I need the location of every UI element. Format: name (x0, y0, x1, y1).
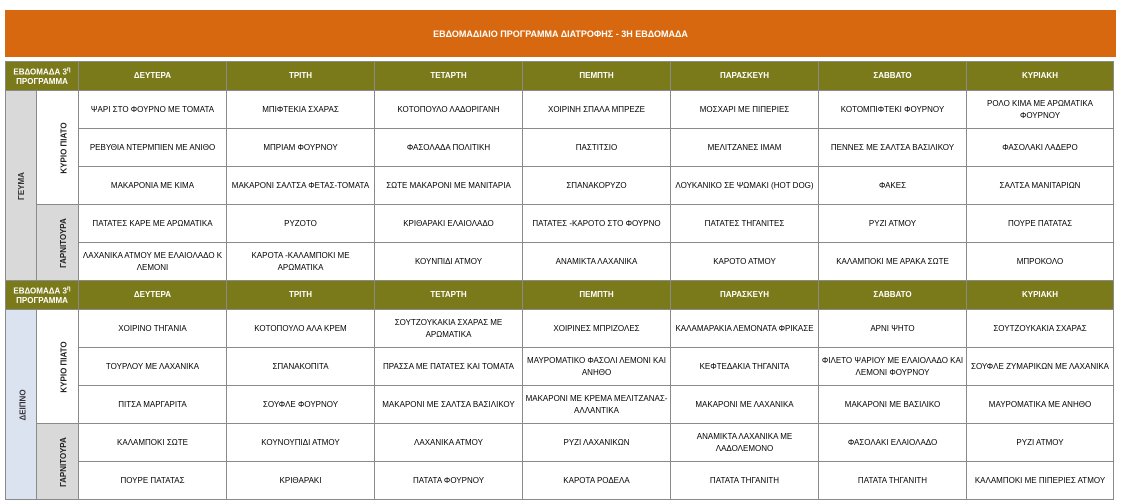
dish-cell: ΡΕΒΥΘΙΑ ΝΤΕΡΜΠΙΕΝ ΜΕ ΑΝΙΘΟ (79, 129, 227, 167)
dish-cell: ΚΑΛΑΜΑΡΑΚΙΑ ΛΕΜΟΝΑΤΑ ΦΡΙΚΑΣΕ (671, 310, 819, 348)
week-superscript: η (66, 66, 71, 73)
dish-cell: ΦΙΛΕΤΟ ΨΑΡΙΟΥ ΜΕ ΕΛΑΙΟΛΑΔΟ ΚΑΙ ΛΕΜΟΝΙ ΦΟΥΡΝΟΥ (819, 348, 967, 386)
dinner-meal-cell (6, 310, 37, 500)
dish-cell: ΚΟΤΟΠΟΥΛΟ ΛΑΔΟΡΙΓΑΝΗ (375, 91, 523, 129)
dish-cell: ΜΑΚΑΡΟΝΙ ΜΕ ΚΡΕΜΑ ΜΕΛΙΤΖΑΝΑΣ-ΑΛΛΑΝΤΙΚΑ (523, 386, 671, 424)
day-header: ΤΡΙΤΗ (227, 62, 375, 91)
dish-cell: ΑΝΑΜΙΚΤΑ ΛΑΧΑΝΙΚΑ ΜΕ ΛΑΔΟΛΕΜΟΝΟ (671, 424, 819, 462)
side-dish-cell (37, 424, 79, 500)
dish-cell: ΠΕΝΝΕΣ ΜΕ ΣΑΛΤΣΑ ΒΑΣΙΛΙΚΟΥ (819, 129, 967, 167)
dish-cell: ΚΡΙΘΑΡΑΚΙ (227, 462, 375, 500)
dish-cell: ΦΑΣΟΛΑΚΙ ΕΛΑΙΟΛΑΔΟ (819, 424, 967, 462)
dish-cell: ΣΟΥΤΖΟΥΚΑΚΙΑ ΣΧΑΡΑΣ ΜΕ ΑΡΩΜΑΤΙΚΑ (375, 310, 523, 348)
day-header: ΣΑΒΒΑΤΟ (819, 281, 967, 310)
lunch-main-row (6, 167, 1114, 205)
dinner-side-row (6, 462, 1114, 500)
dish-cell: ΚΡΙΘΑΡΑΚΙ ΕΛΑΙΟΛΑΔΟ (375, 205, 523, 243)
day-header: ΠΕΜΠΤΗ (523, 62, 671, 91)
dish-cell: ΣΠΑΝΑΚΟΠΙΤΑ (227, 348, 375, 386)
dish-cell: ΡΥΖΟΤΟ (227, 205, 375, 243)
dish-cell: ΜΕΛΙΤΖΑΝΕΣ ΙΜΑΜ (671, 129, 819, 167)
dish-cell: ΧΟΙΡΙΝΟ ΤΗΓΑΝΙΑ (79, 310, 227, 348)
dish-cell: ΚΟΤΟΠΟΥΛΟ ΑΛΑ ΚΡΕΜ (227, 310, 375, 348)
dish-cell: ΠΟΥΡΕ ΠΑΤΑΤΑΣ (967, 205, 1114, 243)
day-header: ΚΥΡΙΑΚΗ (967, 281, 1114, 310)
side-dish-cell-label: ΓΑΡΝΙΤΟΥΡΑ (58, 436, 68, 487)
dish-cell: ΡΥΖΙ ΑΤΜΟΥ (819, 205, 967, 243)
lunch-side-row (6, 243, 1114, 281)
lunch-meal-cell (6, 91, 37, 281)
dinner-side-row (6, 424, 1114, 462)
dish-cell: ΦΑΣΟΛΑΚΙ ΛΑΔΕΡΟ (967, 129, 1114, 167)
dish-cell: ΑΡΝΙ ΨΗΤΟ (819, 310, 967, 348)
dish-cell: ΦΑΚΕΣ (819, 167, 967, 205)
day-header: ΣΑΒΒΑΤΟ (819, 62, 967, 91)
lunch-main-row (6, 91, 1114, 129)
dish-cell: ΠΑΣΤΙΤΣΙΟ (523, 129, 671, 167)
dish-cell: ΠΑΤΑΤΕΣ ΤΗΓΑΝΙΤΕΣ (671, 205, 819, 243)
dish-cell: ΠΙΤΣΑ ΜΑΡΓΑΡΙΤΑ (79, 386, 227, 424)
dish-cell: ΠΑΤΑΤΑ ΤΗΓΑΝΙΤΗ (819, 462, 967, 500)
main-course-cell-label: ΚΥΡΙΟ ΠΙΑΤΟ (59, 121, 69, 174)
dish-cell: ΜΑΥΡΟΜΑΤΙΚΟ ΦΑΣΟΛΙ ΛΕΜΟΝΙ ΚΑΙ ΑΝΗΘΟ (523, 348, 671, 386)
dish-cell: ΚΑΡΟΤΑ ΡΟΔΕΛΑ (523, 462, 671, 500)
lunch-main-row (6, 129, 1114, 167)
dinner-main-row (6, 386, 1114, 424)
dish-cell: ΣΩΤΕ ΜΑΚΑΡΟΝΙ ΜΕ ΜΑΝΙΤΑΡΙΑ (375, 167, 523, 205)
lunch-meal-cell-label: ΓΕΥΜΑ (16, 171, 26, 200)
dish-cell: ΛΑΧΑΝΙΚΑ ΑΤΜΟΥ ΜΕ ΕΛΑΙΟΛΑΔΟ Κ ΛΕΜΟΝΙ (79, 243, 227, 281)
week-label: ΕΒΔΟΜΑΔΑ 3 (13, 286, 67, 296)
day-header: ΠΑΡΑΣΚΕΥΗ (671, 281, 819, 310)
day-header: ΤΡΙΤΗ (227, 281, 375, 310)
dish-cell: ΨΑΡΙ ΣΤΟ ΦΟΥΡΝΟ ΜΕ ΤΟΜΑΤΑ (79, 91, 227, 129)
dish-cell: ΜΑΚΑΡΟΝΙ ΣΑΛΤΣΑ ΦΕΤΑΣ-ΤΟΜΑΤΑ (227, 167, 375, 205)
dish-cell: ΜΑΚΑΡΟΝΙ ΜΕ ΒΑΣΙΛΙΚΟ (819, 386, 967, 424)
week-program-header (6, 62, 79, 91)
dish-cell: ΣΟΥΦΛΕ ΦΟΥΡΝΟΥ (227, 386, 375, 424)
lunch-side-row (6, 205, 1114, 243)
week-program-header (6, 281, 79, 310)
dish-cell: ΜΠΡΟΚΟΛΟ (967, 243, 1114, 281)
dish-cell: ΚΑΛΑΜΠΟΚΙ ΜΕ ΠΙΠΕΡΙΕΣ ΑΤΜΟΥ (967, 462, 1114, 500)
dish-cell: ΜΠΡΙΑΜ ΦΟΥΡΝΟΥ (227, 129, 375, 167)
dish-cell: ΦΑΣΟΛΑΔΑ ΠΟΛΙΤΙΚΗ (375, 129, 523, 167)
diet-schedule-table (5, 61, 1114, 500)
dish-cell: ΜΑΚΑΡΟΝΙΑ ΜΕ ΚΙΜΑ (79, 167, 227, 205)
day-header: ΤΕΤΑΡΤΗ (375, 62, 523, 91)
dish-cell: ΚΟΥΝΠΙΔΙ ΑΤΜΟΥ (375, 243, 523, 281)
dish-cell: ΚΑΛΑΜΠΟΚΙ ΣΩΤΕ (79, 424, 227, 462)
dish-cell: ΛΟΥΚΑΝΙΚΟ ΣΕ ΨΩΜΑΚΙ (HOT DOG) (671, 167, 819, 205)
day-header: ΔΕΥΤΕΡΑ (79, 281, 227, 310)
dish-cell: ΠΡΑΣΣΑ ΜΕ ΠΑΤΑΤΕΣ ΚΑΙ ΤΟΜΑΤΑ (375, 348, 523, 386)
dish-cell: ΚΑΡΟΤΑ -ΚΑΛΑΜΠΟΚΙ ΜΕ ΑΡΩΜΑΤΙΚΑ (227, 243, 375, 281)
dish-cell: ΣΟΥΤΖΟΥΚΑΚΙΑ ΣΧΑΡΑΣ (967, 310, 1114, 348)
dish-cell: ΚΑΛΑΜΠΟΚΙ ΜΕ ΑΡΑΚΑ ΣΩΤΕ (819, 243, 967, 281)
dish-cell: ΜΑΥΡΟΜΑΤΙΚΑ ΜΕ ΑΝΗΘΟ (967, 386, 1114, 424)
dish-cell: ΧΟΙΡΙΝΕΣ ΜΠΡΙΖΟΛΕΣ (523, 310, 671, 348)
main-course-cell-label: ΚΥΡΙΟ ΠΙΑΤΟ (59, 340, 69, 393)
dinner-meal-cell-label: ΔΕΙΠΝΟ (18, 388, 28, 421)
dish-cell: ΠΑΤΑΤΑ ΦΟΥΡΝΟΥ (375, 462, 523, 500)
day-header: ΤΕΤΑΡΤΗ (375, 281, 523, 310)
main-course-cell (37, 310, 79, 424)
dish-cell: ΜΑΚΑΡΟΝΙ ΜΕ ΣΑΛΤΣΑ ΒΑΣΙΛΙΚΟΥ (375, 386, 523, 424)
dish-cell: ΚΟΤΟΜΠΙΦΤΕΚΙ ΦΟΥΡΝΟΥ (819, 91, 967, 129)
day-header: ΠΑΡΑΣΚΕΥΗ (671, 62, 819, 91)
dish-cell: ΚΕΦΤΕΔΑΚΙΑ ΤΗΓΑΝΙΤΑ (671, 348, 819, 386)
page-title: ΕΒΔΟΜΑΔΙΑΙΟ ΠΡΟΓΡΑΜΜΑ ΔΙΑΤΡΟΦΗΣ - 3Η ΕΒΔΟΜΑΔΑ (5, 10, 1116, 57)
dish-cell: ΤΟΥΡΛΟΥ ΜΕ ΛΑΧΑΝΙΚΑ (79, 348, 227, 386)
dish-cell: ΣΟΥΦΛΕ ΖΥΜΑΡΙΚΩΝ ΜΕ ΛΑΧΑΝΙΚΑ (967, 348, 1114, 386)
dish-cell: ΡΟΛΟ ΚΙΜΑ ΜΕ ΑΡΩΜΑΤΙΚΑ ΦΟΥΡΝΟΥ (967, 91, 1114, 129)
week-label: ΕΒΔΟΜΑΔΑ 3 (13, 67, 67, 77)
dish-cell: ΛΑΧΑΝΙΚΑ ΑΤΜΟΥ (375, 424, 523, 462)
dish-cell: ΑΝΑΜΙΚΤΑ ΛΑΧΑΝΙΚΑ (523, 243, 671, 281)
dish-cell: ΚΟΥΝΟΥΠΙΔΙ ΑΤΜΟΥ (227, 424, 375, 462)
program-label: ΠΡΟΓΡΑΜΜΑ (16, 77, 68, 87)
dish-cell: ΧΟΙΡΙΝΗ ΣΠΑΛΑ ΜΠΡΕΖΕ (523, 91, 671, 129)
header-row (6, 281, 1114, 310)
header-row (6, 62, 1114, 91)
dish-cell: ΠΑΤΑΤΕΣ -ΚΑΡΟΤΟ ΣΤΟ ΦΟΥΡΝΟ (523, 205, 671, 243)
dish-cell: ΚΑΡΟΤΟ ΑΤΜΟΥ (671, 243, 819, 281)
dish-cell: ΠΑΤΑΤΑ ΤΗΓΑΝΙΤΗ (671, 462, 819, 500)
dish-cell: ΜΟΣΧΑΡΙ ΜΕ ΠΙΠΕΡΙΕΣ (671, 91, 819, 129)
day-header: ΚΥΡΙΑΚΗ (967, 62, 1114, 91)
program-label: ΠΡΟΓΡΑΜΜΑ (16, 296, 68, 306)
day-header: ΠΕΜΠΤΗ (523, 281, 671, 310)
dinner-main-row (6, 348, 1114, 386)
side-dish-cell (37, 205, 79, 281)
week-superscript: η (66, 285, 71, 292)
dinner-main-row (6, 310, 1114, 348)
dish-cell: ΜΑΚΑΡΟΝΙ ΜΕ ΛΑΧΑΝΙΚΑ (671, 386, 819, 424)
dish-cell: ΠΑΤΑΤΕΣ ΚΑΡΕ ΜΕ ΑΡΩΜΑΤΙΚΑ (79, 205, 227, 243)
dish-cell: ΡΥΖΙ ΑΤΜΟΥ (967, 424, 1114, 462)
dish-cell: ΠΟΥΡΕ ΠΑΤΑΤΑΣ (79, 462, 227, 500)
main-course-cell (37, 91, 79, 205)
dish-cell: ΣΠΑΝΑΚΟΡΥΖΟ (523, 167, 671, 205)
dish-cell: ΡΥΖΙ ΛΑΧΑΝΙΚΩΝ (523, 424, 671, 462)
day-header: ΔΕΥΤΕΡΑ (79, 62, 227, 91)
side-dish-cell-label: ΓΑΡΝΙΤΟΥΡΑ (58, 217, 68, 268)
dish-cell: ΜΠΙΦΤΕΚΙΑ ΣΧΑΡΑΣ (227, 91, 375, 129)
dish-cell: ΣΑΛΤΣΑ ΜΑΝΙΤΑΡΙΩΝ (967, 167, 1114, 205)
